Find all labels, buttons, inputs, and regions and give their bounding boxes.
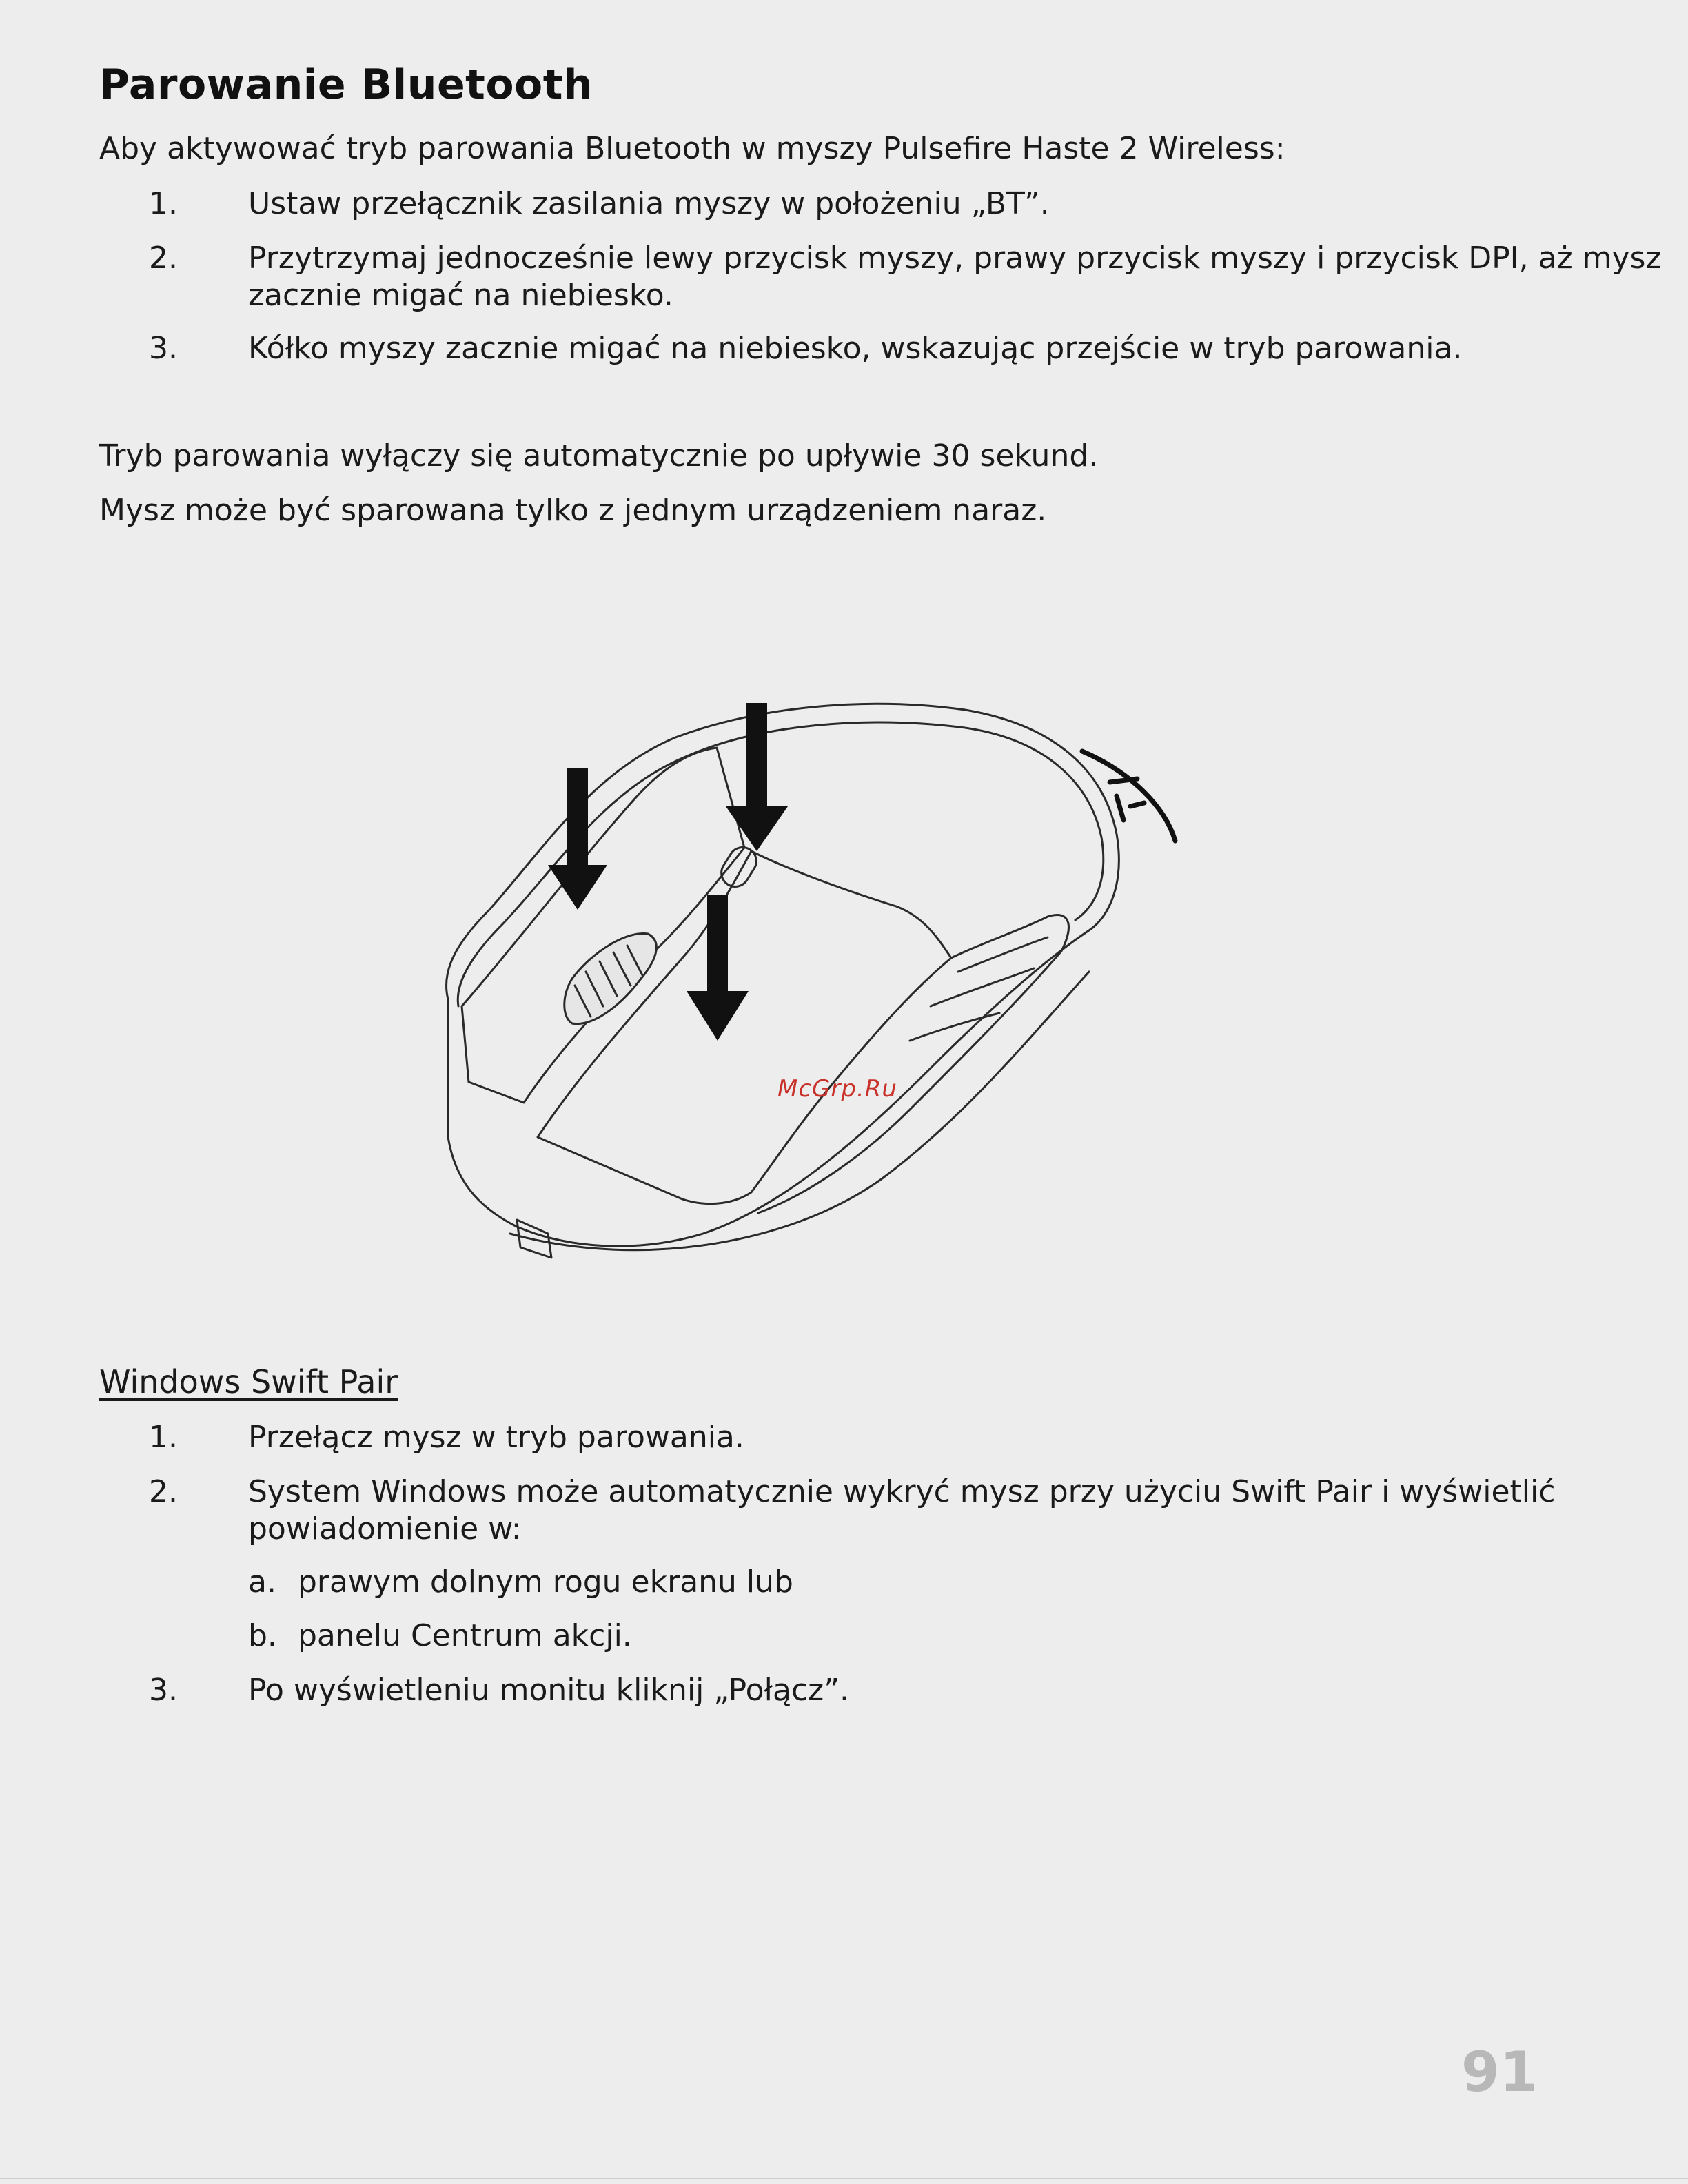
mouse-illustration (427, 682, 1254, 1261)
substep-letter: a. (248, 1564, 276, 1600)
side-panel (758, 915, 1068, 1213)
watermark-text: McGrp.Ru (777, 1075, 897, 1103)
intro-text: Aby aktywować tryb parowania Bluetooth w myszy Pulsefire Haste 2 Wireless: (99, 131, 1285, 166)
step-text: Przytrzymaj jednocześnie lewy przycisk myszy, prawy przycisk myszy i przycisk DPI, aż mysz (248, 241, 1662, 276)
brand-logo-icon (1082, 751, 1175, 841)
footer-divider (0, 2178, 1688, 2179)
swift-pair-heading: Windows Swift Pair (99, 1363, 398, 1400)
dpi-button (716, 842, 762, 892)
scroll-wheel (565, 933, 657, 1023)
arrow-right-button-icon (687, 895, 749, 1041)
right-button (538, 851, 951, 1204)
step-number: 1. (149, 186, 178, 221)
step-text: Ustaw przełącznik zasilania myszy w położeniu „BT”. (248, 186, 1050, 221)
substep-text: panelu Centrum akcji. (298, 1618, 632, 1653)
arrow-dpi-button-icon (726, 703, 788, 851)
note-single-device: Mysz może być sparowana tylko z jednym urządzeniem naraz. (99, 493, 1047, 528)
step-text-continued: powiadomienie w: (248, 1511, 522, 1547)
substep-letter: b. (248, 1618, 277, 1653)
step-number: 2. (149, 1474, 178, 1509)
page-number: 91 (1461, 2040, 1538, 2104)
step-number: 1. (149, 1420, 178, 1455)
step-text: Przełącz mysz w tryb parowania. (248, 1420, 744, 1455)
arrow-left-button-icon (548, 768, 607, 910)
step-text: Po wyświetleniu monitu kliknij „Połącz”. (248, 1673, 850, 1708)
substep-text: prawym dolnym rogu ekranu lub (298, 1564, 793, 1600)
step-number: 3. (149, 331, 178, 366)
step-number: 3. (149, 1673, 178, 1708)
note-timeout: Tryb parowania wyłączy się automatycznie po upływie 30 sekund. (99, 438, 1099, 473)
step-number: 2. (149, 241, 178, 276)
step-text: Kółko myszy zacznie migać na niebiesko, wskazując przejście w tryb parowania. (248, 331, 1463, 366)
section-title: Parowanie Bluetooth (99, 61, 593, 109)
step-text: System Windows może automatycznie wykryć mysz przy użyciu Swift Pair i wyświetlić (248, 1474, 1556, 1509)
step-text-continued: zacznie migać na niebiesko. (248, 278, 673, 313)
